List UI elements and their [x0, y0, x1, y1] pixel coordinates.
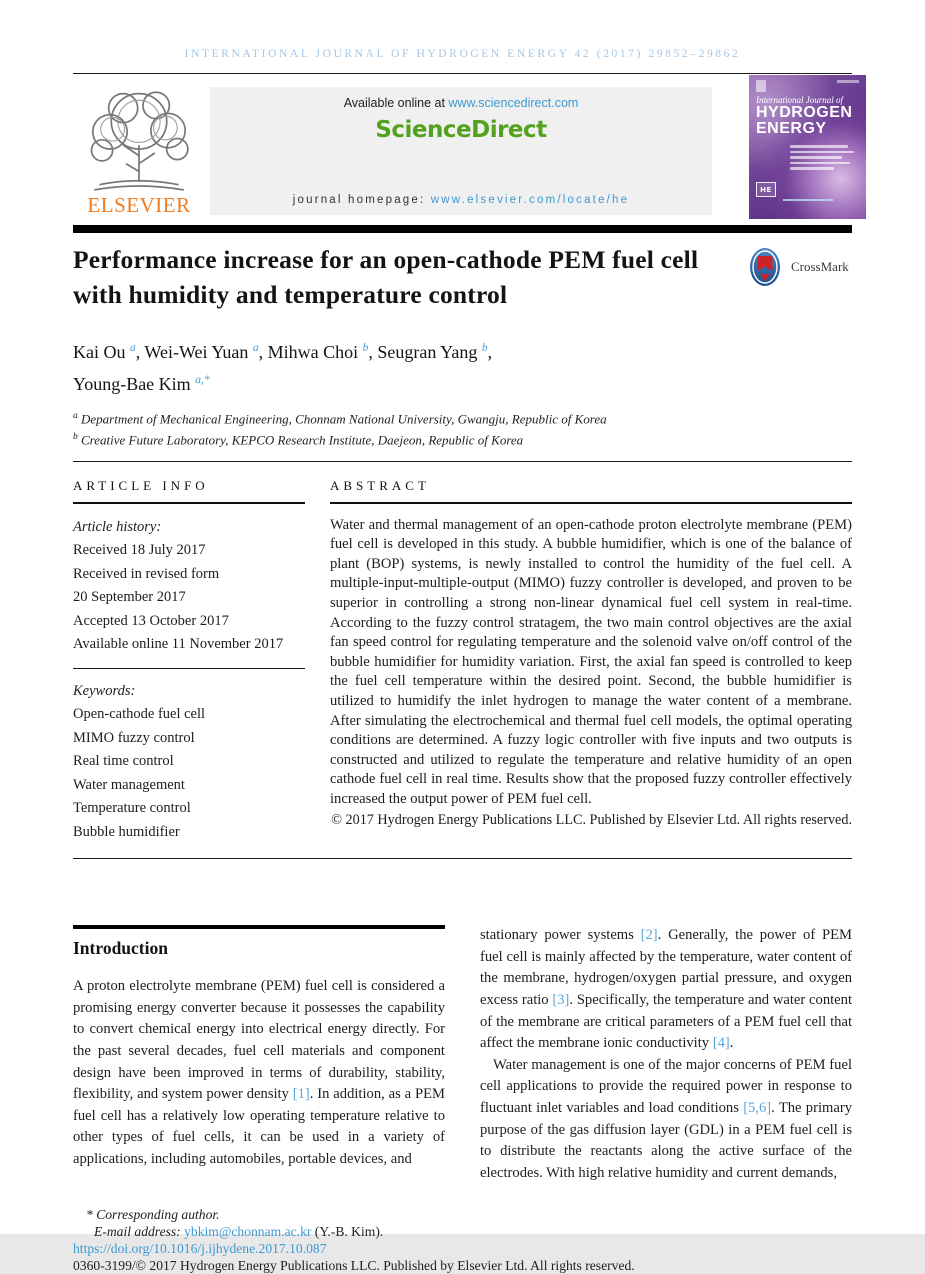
article-history-item: Received in revised form [73, 565, 220, 582]
journal-homepage-link[interactable]: www.elsevier.com/locate/he [430, 194, 630, 206]
keyword-item: Water management [73, 776, 185, 793]
text-segment: . In addition, as a PEM fuel cell has a relatively low operating temperature relative to other types of fuel cells, it can be used in a variety of applications, including automobiles, portable devices, and [73, 1086, 445, 1167]
text-segment: . The primary purpose of the gas diffusion layer (GDL) in a PEM fuel cell is to distribute the reactants along the active surface of the electrodes. With high relative humidity and current demands, [480, 1099, 852, 1181]
article-history-item: Received 18 July 2017 [73, 542, 206, 559]
keyword-item: Real time control [73, 753, 174, 770]
crossmark-icon [744, 246, 786, 288]
introduction-section-bar [73, 925, 445, 929]
keyword-item: Temperature control [73, 800, 191, 817]
text-segment: (Y.-B. Kim). [311, 1224, 384, 1240]
keywords-list [73, 703, 305, 844]
elsevier-tree-icon [73, 87, 205, 195]
body-right-column [480, 925, 852, 1184]
article-info-heading: ARTICLE INFO [73, 477, 209, 493]
keyword-item: Open-cathode fuel cell [73, 706, 206, 723]
abstract-column [330, 478, 852, 845]
keywords-rule [73, 668, 305, 669]
author-line-2 [73, 366, 852, 398]
page-footer [73, 1207, 852, 1274]
reference-link[interactable]: ybkim@chonnam.ac.kr [184, 1224, 312, 1240]
text-segment: , Seugran Yang [368, 342, 482, 362]
cover-series-title: International Journal of [756, 95, 843, 105]
reference-link[interactable]: b [362, 342, 369, 354]
text-segment: . Generally, the power of PEM fuel cell is mainly affected by the temperature, water content of the membrane, hydrogen/oxygen partial pressure, and oxygen excess ratio [480, 927, 853, 1008]
text-segment: Department of Mechanical Engineering, Chonnam National University, Gwangju, Republic of Korea [77, 411, 607, 427]
text-segment: Young-Bae Kim [73, 374, 196, 394]
affiliation-b [73, 428, 852, 449]
reference-link[interactable]: a,* [195, 374, 210, 386]
cover-editor-lines [790, 145, 859, 170]
abstract-copyright: © 2017 Hydrogen Energy Publications LLC. Published by Elsevier Ltd. All rights reserved. [331, 811, 852, 828]
email-line [73, 1224, 852, 1241]
author-list [73, 334, 852, 398]
text-segment: , Mihwa Choi [258, 342, 363, 362]
text-segment: , Wei-Wei Yuan [135, 342, 253, 362]
sciencedirect-banner [210, 87, 712, 215]
article-history-item: 20 September 2017 [73, 589, 186, 606]
body-left-column [73, 925, 445, 1184]
keywords-label: Keywords: [73, 682, 136, 699]
text-segment: . Specifically, the temperature and water content of the membrane are critical parameters of a PEM fuel cell that affect the membrane ionic conductivity [480, 991, 852, 1052]
journal-cover-thumbnail[interactable] [749, 75, 866, 219]
issn-copyright-line: 0360-3199/© 2017 Hydrogen Energy Publications LLC. Published by Elsevier Ltd. All rights reserved. [73, 1257, 635, 1273]
doi-link[interactable]: https://doi.org/10.1016/j.ijhydene.2017.10.087 [73, 1240, 327, 1256]
info-top-rule [73, 461, 852, 462]
cover-title-energy: ENERGY [756, 120, 827, 137]
reference-link[interactable]: [1] [292, 1086, 310, 1103]
corresponding-author-note: * Corresponding author. [86, 1207, 220, 1223]
text-segment: stationary power systems [480, 927, 641, 944]
text-segment: , [487, 342, 493, 362]
introduction-paragraph-right-1 [480, 925, 852, 1055]
sciencedirect-logo[interactable]: ScienceDirect [375, 117, 547, 143]
article-info-column [73, 478, 305, 845]
reference-link[interactable]: [3] [552, 991, 570, 1008]
paper-title: Performance increase for an open-cathode PEM fuel cell with humidity and temperature control [73, 245, 699, 309]
introduction-paragraph-right-2 [480, 1055, 852, 1185]
elsevier-logo[interactable] [73, 87, 205, 215]
text-segment: Water management is one of the major concerns of PEM fuel cell applications to provide the required power in response to fluctuant inlet variables and load conditions [480, 1056, 852, 1116]
text-segment: Creative Future Laboratory, KEPCO Research Institute, Daejeon, Republic of Korea [77, 432, 524, 448]
publisher-banner [73, 87, 852, 215]
introduction-heading: Introduction [73, 938, 168, 959]
abstract-heading: ABSTRACT [330, 477, 430, 493]
abstract-rule [330, 502, 852, 504]
article-history-list [73, 539, 305, 657]
affiliation-a [73, 407, 852, 428]
journal-header-line: INTERNATIONAL JOURNAL OF HYDROGEN ENERGY 42 (2017) 29852–29862 [184, 48, 741, 60]
text-segment: . [729, 1035, 734, 1052]
text-segment: E-mail address: [94, 1224, 185, 1240]
reference-link[interactable]: [4] [712, 1035, 730, 1052]
author-line-1 [73, 334, 852, 366]
text-segment: A proton electrolyte membrane (PEM) fuel cell is considered a promising energy converter because it possesses the capability to convert chemical energy into electrical energy directly. For the past several decades, fuel cell materials and component design have been improved in terms of durability, stability, flexibility, and system power density [73, 978, 445, 1103]
cover-crest-icon [756, 80, 766, 92]
cover-title-hydrogen: HYDROGEN [756, 104, 853, 121]
crossmark-button[interactable] [744, 246, 852, 288]
journal-homepage-line [293, 194, 630, 206]
article-history-label: Article history: [73, 518, 162, 535]
text-segment: Kai Ou [73, 342, 130, 362]
sciencedirect-url-link[interactable]: www.sciencedirect.com [448, 96, 579, 110]
keyword-item: Bubble humidifier [73, 823, 180, 840]
available-online-text: Available online at [343, 96, 449, 110]
affiliations [73, 407, 852, 450]
article-info-rule [73, 502, 305, 504]
introduction-paragraph-left [73, 976, 445, 1170]
reference-link[interactable]: [2] [640, 927, 658, 944]
available-online-line [344, 96, 579, 110]
elsevier-wordmark: ELSEVIER [87, 193, 191, 217]
text-segment: b [73, 432, 78, 443]
reference-link[interactable]: [5,6] [743, 1099, 772, 1116]
article-history-item: Available online 11 November 2017 [73, 636, 284, 653]
header-rule [73, 73, 852, 74]
abstract-body: Water and thermal management of an open-cathode proton electrolyte membrane (PEM) fuel cell is developed in this study. A bubble humidifier, which is one of the balance of plant (BOP) systems, is newly installed to control the humidity of the fuel cell. A multiple-input-multiple-output (MIMO) fuzzy controller is developed, and proven to be superior in controlling a strong non-linear dynamical fuel cell system in real-time. According to the fuzzy control stratagem, the two main control objectives are the axial fan speed control for regulating temperature and the solenoid valve on/off control of the bubble humidifier for humidity variation. First, the axial fan speed is controlled to keep the fuel cell temperature within the desired point. Second, the bubble humidifier is utilized to humidify the inlet hydrogen to manage the water content of a membrane. After simulating the electrochemical and thermal fuel cell models, the optimal operating conditions are determined. A fuzzy logic controller with five inputs and two outputs is constructed and utilized to regulate the temperature and relative humidity of an open cathode fuel cell in real time. Results show that the proposed fuzzy controller effectively increased the output power of PEM fuel cell. [330, 516, 852, 807]
title-top-bar [73, 225, 852, 233]
reference-link[interactable]: a [252, 342, 259, 354]
cover-he-badge: HE [756, 182, 776, 197]
homepage-prefix-text: journal homepage: [292, 194, 431, 206]
crossmark-label: CrossMark [791, 259, 849, 274]
reference-link[interactable]: b [481, 342, 488, 354]
cover-issue-mark [837, 80, 859, 83]
reference-link[interactable]: a [130, 342, 136, 354]
abstract-bottom-rule [73, 858, 852, 859]
article-history-item: Accepted 13 October 2017 [73, 612, 229, 629]
text-segment: a [73, 411, 78, 421]
cover-footer-mark [783, 199, 833, 202]
keyword-item: MIMO fuzzy control [73, 729, 195, 746]
